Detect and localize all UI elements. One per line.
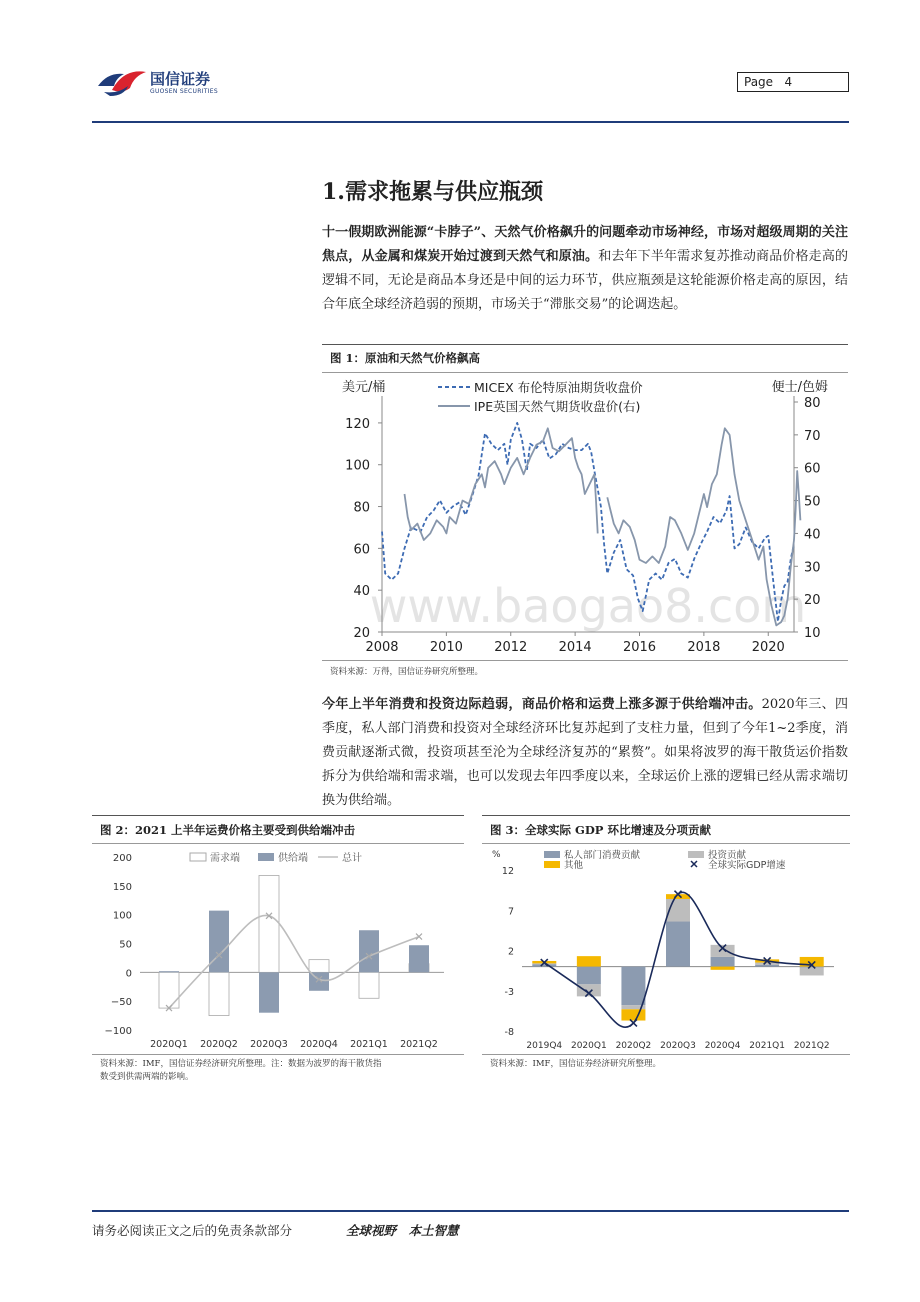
investment-bar <box>800 967 824 975</box>
x-tick-label: 2021Q1 <box>350 1039 388 1050</box>
y-tick-label: −50 <box>110 997 132 1009</box>
consumption-bar <box>532 964 556 966</box>
legend-consumption-label: 私人部门消费贡献 <box>564 850 641 861</box>
supply-bar <box>209 911 229 973</box>
y-tick-label: 12 <box>501 866 514 877</box>
x-tick-label: 2012 <box>494 640 528 655</box>
right-tick-label: 10 <box>804 626 821 641</box>
legend-gas-label: IPE英国天然气期货收盘价(右) <box>474 399 641 414</box>
x-tick-label: 2020Q2 <box>200 1039 238 1050</box>
page-label: Page <box>744 75 774 89</box>
supply-bar <box>409 945 429 972</box>
figure3-top-rule <box>482 815 850 816</box>
left-tick-label: 20 <box>353 626 370 641</box>
x-tick-label: 2020Q1 <box>150 1039 188 1050</box>
right-tick-label: 60 <box>804 461 821 477</box>
legend-investment-swatch <box>688 851 704 858</box>
left-tick-label: 100 <box>345 458 370 474</box>
left-tick-label: 60 <box>353 542 370 558</box>
footer-disclaimer: 请务必阅读正文之后的免责条款部分 <box>92 1223 293 1238</box>
legend-other-label: 其他 <box>564 860 584 871</box>
page-box <box>737 72 849 92</box>
figure3-title: 图 3：全球实际 GDP 环比增速及分项贡献 <box>490 823 711 837</box>
x-tick-label: 2021Q1 <box>749 1041 786 1051</box>
supply-bar <box>359 930 379 972</box>
right-tick-label: 30 <box>804 560 821 576</box>
right-tick-label: 20 <box>804 593 821 609</box>
paragraph-1 <box>322 221 848 317</box>
legend-oil-label: MICEX 布伦特原油期货收盘价 <box>474 380 643 395</box>
legend-gdp-label: 全球实际GDP增速 <box>708 860 786 871</box>
other-bar <box>711 967 735 970</box>
total-line <box>169 915 419 1008</box>
figure2-title-rule <box>92 843 464 844</box>
other-bar <box>577 956 601 966</box>
figure1-top-rule <box>322 344 848 345</box>
y-tick-label: 50 <box>119 939 132 951</box>
x-tick-label: 2020Q4 <box>300 1039 338 1050</box>
figure3-bottom-rule <box>482 1054 850 1055</box>
consumption-bar <box>621 967 645 1006</box>
x-tick-label: 2020Q2 <box>615 1041 652 1051</box>
right-unit-label: 便士/色姆 <box>771 380 828 395</box>
left-tick-label: 120 <box>345 416 370 432</box>
watermark: www.baogao8.com <box>369 579 807 633</box>
figure1-chart <box>322 374 848 660</box>
right-tick-label: 50 <box>804 494 821 510</box>
x-tick-label: 2016 <box>622 640 657 655</box>
demand-bar <box>209 972 229 1015</box>
x-tick-label: 2018 <box>687 640 721 655</box>
legend-supply-label: 供给端 <box>278 853 308 864</box>
supply-bar <box>259 972 279 1012</box>
figure2-source-line2: 数受到供需两端的影响。 <box>100 1072 194 1082</box>
demand-bar <box>359 972 379 998</box>
x-tick-label: 2020Q3 <box>250 1039 288 1050</box>
x-tick-label: 2020Q1 <box>570 1041 607 1051</box>
y-tick-label: -3 <box>504 986 514 998</box>
consumption-bar <box>800 967 824 968</box>
section-title: 1.需求拖累与供应瓶颈 <box>322 179 543 205</box>
logo-cn: 国信证券 <box>150 70 211 88</box>
footer-slogan: 全球视野 本土智慧 <box>346 1223 459 1238</box>
figure2-source-line1: 资料来源：IMF，国信证券经济研究所整理。注：数据为波罗的海干散货指 <box>100 1059 382 1069</box>
y-tick-label: 200 <box>112 853 132 864</box>
y-tick-label: −100 <box>104 1026 132 1037</box>
logo <box>94 64 234 100</box>
consumption-bar <box>666 922 690 967</box>
legend-gdp-swatch <box>691 861 697 867</box>
legend-supply-swatch <box>258 853 274 861</box>
figure3-title-rule <box>482 843 850 844</box>
y-tick-label: -8 <box>504 1027 514 1038</box>
y-tick-label: 2 <box>507 946 514 958</box>
consumption-bar <box>577 967 601 985</box>
demand-bar <box>259 875 279 972</box>
y-tick-label: 7 <box>507 906 514 918</box>
paragraph-2 <box>322 693 848 813</box>
x-tick-label: 2020Q3 <box>660 1041 696 1051</box>
x-tick-label: 2021Q2 <box>400 1039 438 1050</box>
legend-demand-label: 需求端 <box>210 853 240 864</box>
figure2-title: 图 2：2021 上半年运费价格主要受到供给端冲击 <box>100 823 356 837</box>
right-tick-label: 70 <box>804 428 821 444</box>
legend-total-label: 总计 <box>342 853 362 864</box>
legend-other-swatch <box>544 861 560 868</box>
x-tick-label: 2020 <box>751 640 785 655</box>
x-tick-label: 2021Q2 <box>793 1041 830 1051</box>
x-tick-label: 2010 <box>429 640 463 655</box>
other-bar <box>621 1009 645 1020</box>
figure1-title-rule <box>322 372 848 373</box>
y-tick-label: 150 <box>112 881 132 893</box>
consumption-bar <box>711 957 735 967</box>
y-tick-label: 0 <box>125 968 132 980</box>
y-tick-label: 100 <box>112 910 132 922</box>
legend-consumption-swatch <box>544 851 560 858</box>
figure1-bottom-rule <box>322 660 848 661</box>
guosen-logo-icon <box>94 64 150 100</box>
paragraph-1-bold: 十一假期欧洲能源“卡脖子”、天然气价格飙升的问题牵动市场神经，市场对超级周期的关注焦点，从金属和煤炭开始过渡到天然气和原油。 <box>322 225 848 264</box>
investment-bar <box>711 945 735 957</box>
legend-investment-label: 投资贡献 <box>708 850 747 861</box>
unit-label: % <box>492 850 501 860</box>
right-tick-label: 80 <box>804 396 821 411</box>
figure2-source <box>100 1058 464 1084</box>
page-number: 4 <box>784 75 793 89</box>
right-tick-label: 40 <box>804 527 821 543</box>
x-tick-label: 2014 <box>558 640 592 655</box>
legend-demand-swatch <box>190 853 206 861</box>
figure2-bottom-rule <box>92 1054 464 1055</box>
investment-bar <box>577 984 601 996</box>
figure3-source: 资料来源：IMF，国信证券经济研究所整理。 <box>490 1059 661 1069</box>
figure2-chart <box>92 845 464 1053</box>
x-tick-label: 2019Q4 <box>526 1041 563 1051</box>
x-tick-label: 2020Q4 <box>704 1041 741 1051</box>
x-tick-label: 2008 <box>365 640 399 655</box>
figure2-top-rule <box>92 815 464 816</box>
footer-divider <box>92 1210 849 1212</box>
header-divider <box>92 121 849 123</box>
paragraph-2-text: 2020年三、四季度，私人部门消费和投资对全球经济环比复苏起到了支柱力量，但到了今年1~2季度，消费贡献逐渐式微，投资项甚至沦为全球经济复苏的“累赘”。如果将波罗的海干散货运价指数拆分为供给端和需求端，也可以发现去年四季度以来，全球运价上涨的逻辑已经从需求端切换为供给端。 <box>322 697 848 808</box>
demand-bar <box>309 960 329 973</box>
figure3-chart <box>482 845 850 1053</box>
paragraph-2-bold: 今年上半年消费和投资边际趋弱，商品价格和运费上涨多源于供给端冲击。 <box>322 697 762 712</box>
demand-bar <box>159 972 179 1008</box>
paragraph-1-text: 和去年下半年需求复苏推动商品价格走高的逻辑不同，无论是商品本身还是中间的运力环节，供应瓶颈是这轮能源价格走高的原因，结合年底全球经济趋弱的预期，市场关于“滞胀交易”的论调迭起。 <box>322 249 848 312</box>
figure1-source: 资料来源：万得，国信证券研究所整理。 <box>330 667 484 677</box>
logo-en: GUOSEN SECURITIES <box>150 88 219 95</box>
left-tick-label: 40 <box>353 584 370 600</box>
left-unit-label: 美元/桶 <box>342 380 386 395</box>
supply-bar <box>159 971 179 972</box>
consumption-bar <box>755 965 779 967</box>
left-tick-label: 80 <box>353 500 370 516</box>
figure1-title: 图 1：原油和天然气价格飙高 <box>330 351 481 365</box>
